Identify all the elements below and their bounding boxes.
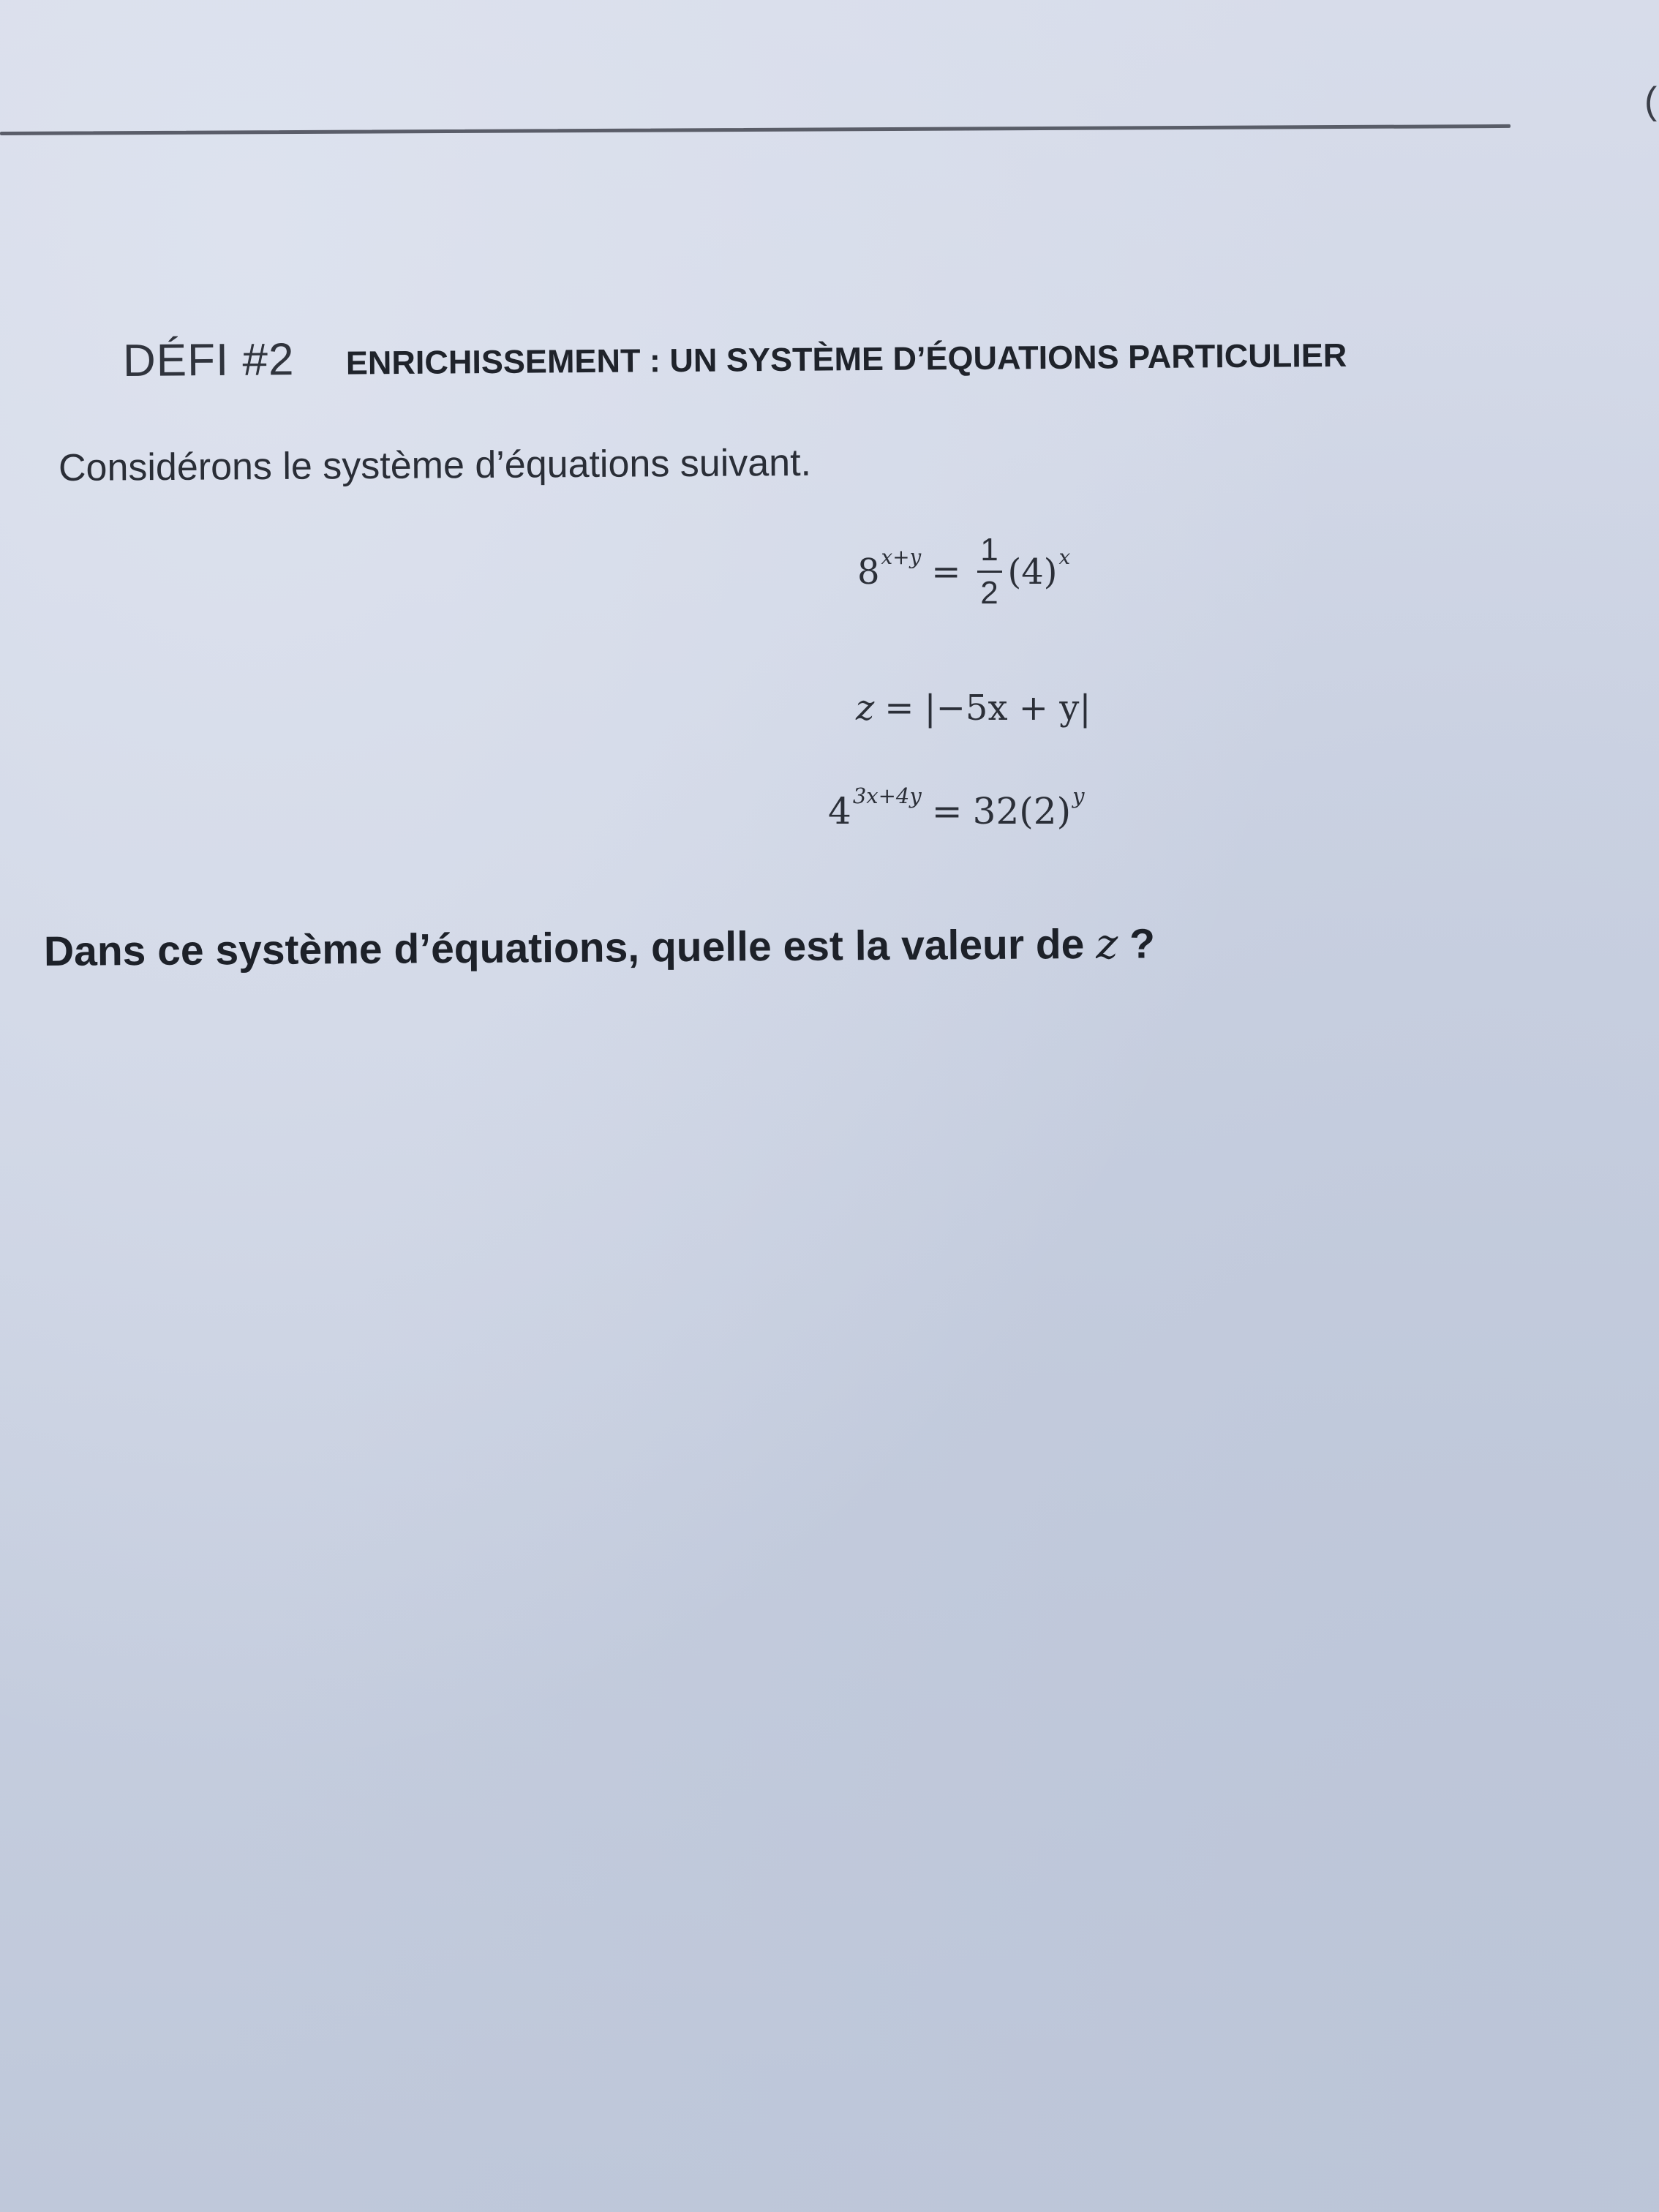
eq3-rhs: 32(2) bbox=[972, 790, 1072, 832]
question-variable: z bbox=[1096, 919, 1118, 968]
eq3-exponent: 3x+4y bbox=[852, 783, 922, 809]
intro-text: Considérons le système d’équations suivant. bbox=[58, 441, 812, 489]
challenge-label: DÉFI #2 bbox=[122, 334, 295, 386]
top-horizontal-rule bbox=[0, 124, 1511, 135]
eq1-fraction-numerator: 1 bbox=[980, 532, 998, 568]
eq2-equals: = bbox=[884, 688, 914, 729]
eq2-rhs: |−5x + y| bbox=[924, 688, 1091, 729]
eq1-factor: (4) bbox=[1007, 551, 1058, 592]
eq1-fraction-bar bbox=[977, 571, 1002, 573]
question-mark: ? bbox=[1129, 920, 1156, 968]
eq1-exponent: x+y bbox=[881, 544, 922, 569]
eq1-factor-exponent: x bbox=[1058, 544, 1071, 569]
eq1-base: 8 bbox=[857, 551, 880, 592]
eq2-lhs: z bbox=[856, 688, 875, 729]
eq1-fraction-denominator: 2 bbox=[980, 575, 998, 611]
eq1-fraction bbox=[977, 534, 1002, 609]
challenge-title: ENRICHISSEMENT : UN SYSTÈME D’ÉQUATIONS PARTICULIER bbox=[345, 336, 1347, 382]
eq3-base: 4 bbox=[828, 790, 851, 832]
equation-2 bbox=[856, 688, 1091, 729]
page-edge-mark: ( bbox=[1644, 80, 1658, 122]
question-text bbox=[44, 919, 1155, 976]
eq3-equals: = bbox=[931, 790, 963, 832]
challenge-heading bbox=[123, 326, 1347, 387]
eq1-equals: = bbox=[931, 551, 961, 592]
eq3-rhs-exponent: y bbox=[1072, 783, 1085, 809]
equation-3 bbox=[828, 783, 1085, 832]
question-main: Dans ce système d’équations, quelle est la valeur de bbox=[43, 921, 1085, 975]
equation-1 bbox=[857, 534, 1070, 609]
